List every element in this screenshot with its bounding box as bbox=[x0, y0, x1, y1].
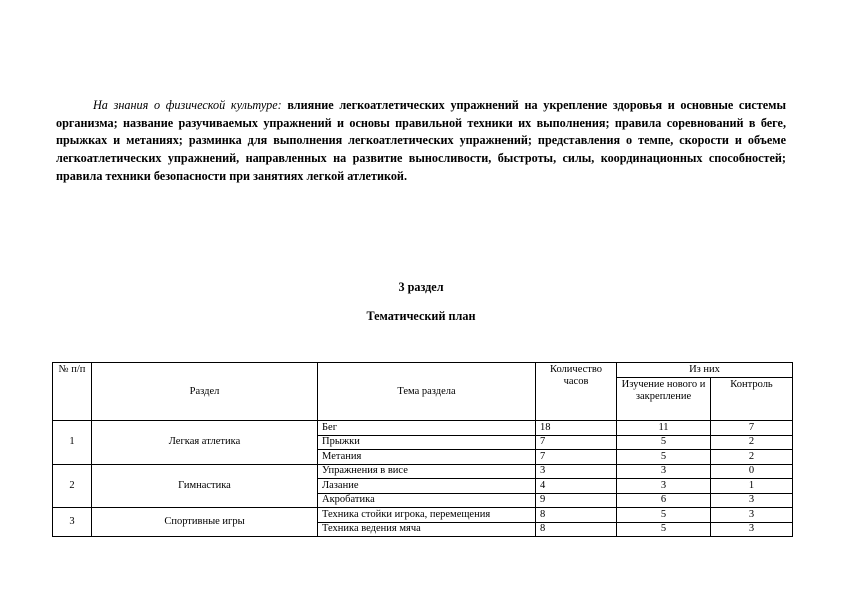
header-topic: Тема раздела bbox=[318, 363, 536, 421]
row-control: 3 bbox=[711, 508, 793, 523]
row-topic: Техника стойки игрока, перемещения bbox=[318, 508, 536, 523]
row-study: 5 bbox=[617, 522, 711, 537]
header-study: Изучение нового и закрепление bbox=[617, 378, 711, 421]
row-study: 3 bbox=[617, 464, 711, 479]
row-hours: 8 bbox=[536, 508, 617, 523]
group-number: 1 bbox=[53, 421, 92, 465]
group-section-name: Легкая атлетика bbox=[92, 421, 318, 465]
header-hours: Количество часов bbox=[536, 363, 617, 421]
table-body bbox=[53, 421, 793, 537]
row-topic: Прыжки bbox=[318, 435, 536, 450]
row-control: 3 bbox=[711, 522, 793, 537]
row-study: 5 bbox=[617, 508, 711, 523]
group-number: 2 bbox=[53, 464, 92, 508]
row-study: 11 bbox=[617, 421, 711, 436]
table-row bbox=[53, 508, 793, 523]
row-control: 2 bbox=[711, 435, 793, 450]
row-hours: 7 bbox=[536, 450, 617, 465]
plan-title: Тематический план bbox=[366, 309, 476, 323]
row-hours: 4 bbox=[536, 479, 617, 494]
row-hours: 8 bbox=[536, 522, 617, 537]
row-study: 5 bbox=[617, 450, 711, 465]
group-number: 3 bbox=[53, 508, 92, 537]
intro-paragraph bbox=[56, 97, 786, 185]
header-section: Раздел bbox=[92, 363, 318, 421]
table-row bbox=[53, 464, 793, 479]
section-number-title: 3 раздел bbox=[398, 280, 444, 294]
row-study: 5 bbox=[617, 435, 711, 450]
header-control: Контроль bbox=[711, 378, 793, 421]
intro-text: влияние легкоатлетических упражнений на укрепление здоровья и основные системы организма; название разучиваемых упражнений и основы правильной техники их выполнения; правила соревнований в беге, прыжках и метаниях; разминка для выполнения легкоатлетических упражнений; представления о темпе, скорости и объеме легкоатлетических упражнений, направленных на развитие выносливости, быстроты, силы, координационных способностей; правила техники безопасности при занятиях легкой атлетикой. bbox=[56, 98, 786, 183]
group-section-name: Гимнастика bbox=[92, 464, 318, 508]
row-control: 1 bbox=[711, 479, 793, 494]
row-topic: Бег bbox=[318, 421, 536, 436]
row-control: 0 bbox=[711, 464, 793, 479]
row-topic: Техника ведения мяча bbox=[318, 522, 536, 537]
row-study: 3 bbox=[617, 479, 711, 494]
row-topic: Лазание bbox=[318, 479, 536, 494]
row-topic: Метания bbox=[318, 450, 536, 465]
row-hours: 7 bbox=[536, 435, 617, 450]
row-topic: Упражнения в висе bbox=[318, 464, 536, 479]
intro-lead: На знания о физической культуре: bbox=[93, 98, 282, 113]
row-hours: 18 bbox=[536, 421, 617, 436]
table-row bbox=[53, 421, 793, 436]
row-control: 7 bbox=[711, 421, 793, 436]
row-study: 6 bbox=[617, 493, 711, 508]
row-control: 3 bbox=[711, 493, 793, 508]
header-num: № п/п bbox=[53, 363, 92, 421]
row-control: 2 bbox=[711, 450, 793, 465]
row-hours: 3 bbox=[536, 464, 617, 479]
row-hours: 9 bbox=[536, 493, 617, 508]
thematic-plan-table bbox=[52, 362, 793, 537]
header-of-them: Из них bbox=[617, 363, 793, 378]
group-section-name: Спортивные игры bbox=[92, 508, 318, 537]
row-topic: Акробатика bbox=[318, 493, 536, 508]
